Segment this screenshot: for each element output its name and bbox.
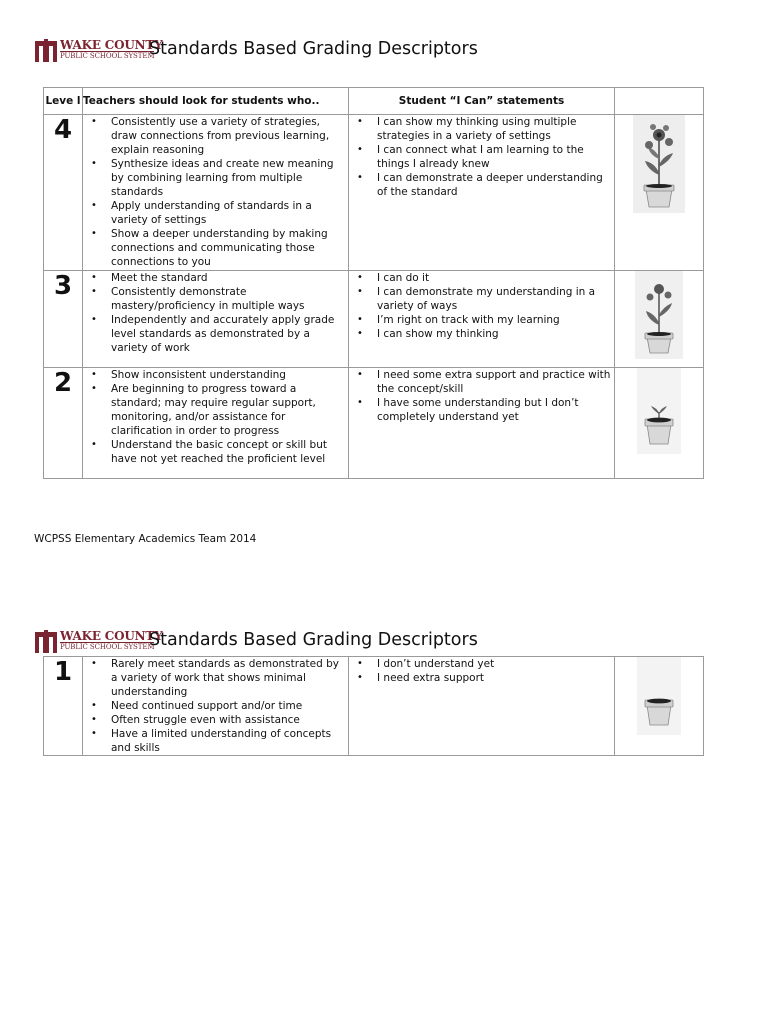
descriptor-table	[43, 656, 704, 756]
list-item: • I’m right on track with my learning	[377, 313, 614, 327]
column-header-teachers: Teachers should look for students who..	[83, 88, 349, 115]
list-item: • Synthesize ideas and create new meaning by combining learning from multiple standards	[111, 157, 348, 199]
list-item: • Need continued support and/or time	[111, 699, 348, 713]
wcpss-logo	[34, 629, 163, 655]
page-title: Standards Based Grading Descriptors	[149, 39, 478, 59]
teacher-descriptors	[83, 657, 349, 756]
list-item: • Are beginning to progress toward a standard; may require regular support, monitoring, and/or assistance for clarification in order to progress	[111, 382, 348, 438]
table-row-level-3	[44, 271, 704, 368]
column-header-students: Student “I Can” statements	[349, 88, 615, 115]
wcpss-logo	[34, 38, 163, 64]
table-row-level-4	[44, 115, 704, 271]
list-item: • I can do it	[377, 271, 614, 285]
student-statements	[349, 657, 615, 756]
level-number: 4	[44, 115, 83, 271]
level-image-cell	[615, 115, 704, 271]
page-title: Standards Based Grading Descriptors	[149, 630, 478, 650]
level-image-cell	[615, 368, 704, 479]
list-item: • Consistently use a variety of strategies, draw connections from previous learning, explain reasoning	[111, 115, 348, 157]
student-statements	[349, 115, 615, 271]
table-row-level-2	[44, 368, 704, 479]
level-number: 3	[44, 271, 83, 368]
list-item: • Rarely meet standards as demonstrated by a variety of work that shows minimal understanding	[111, 657, 348, 699]
list-item: • Show inconsistent understanding	[111, 368, 348, 382]
level-number: 2	[44, 368, 83, 479]
column-header-level: Leve l	[44, 88, 83, 115]
list-item: • Have a limited understanding of concepts and skills	[111, 727, 348, 755]
list-item: • I need some extra support and practice with the concept/skill	[377, 368, 614, 396]
list-item: • I need extra support	[377, 671, 614, 685]
list-item: • Meet the standard	[111, 271, 348, 285]
list-item: • Consistently demonstrate mastery/proficiency in multiple ways	[111, 285, 348, 313]
list-item: • I can connect what I am learning to the things I already knew	[377, 143, 614, 171]
list-item: • Show a deeper understanding by making connections and communicating those connections to you	[111, 227, 348, 269]
teacher-descriptors	[83, 271, 349, 368]
list-item: • I can demonstrate a deeper understanding of the standard	[377, 171, 614, 199]
sprout-pot-icon	[637, 368, 681, 454]
schoolhouse-logo-icon	[34, 38, 58, 62]
list-item: • Independently and accurately apply grade level standards as demonstrated by a variety of work	[111, 313, 348, 355]
footer-note: WCPSS Elementary Academics Team 2014	[34, 533, 257, 545]
growing-plant-icon	[635, 271, 683, 359]
logo-text-sub: PUBLIC SCHOOL SYSTEM	[60, 643, 155, 651]
schoolhouse-logo-icon	[34, 629, 58, 653]
teacher-descriptors	[83, 368, 349, 479]
list-item: • I can demonstrate my understanding in a variety of ways	[377, 285, 614, 313]
level-image-cell	[615, 271, 704, 368]
level-number: 1	[44, 657, 83, 756]
table-row-level-1	[44, 657, 704, 756]
teacher-descriptors	[83, 115, 349, 271]
table-header-row	[44, 88, 704, 115]
empty-pot-icon	[637, 657, 681, 735]
logo-text-main: WAKE COUNTY	[60, 629, 163, 643]
logo-text-main: WAKE COUNTY	[60, 38, 163, 52]
list-item: • Apply understanding of standards in a variety of settings	[111, 199, 348, 227]
student-statements	[349, 271, 615, 368]
list-item: • I don’t understand yet	[377, 657, 614, 671]
list-item: • Understand the basic concept or skill but have not yet reached the proficient level	[111, 438, 348, 466]
list-item: • I can show my thinking using multiple strategies in a variety of settings	[377, 115, 614, 143]
level-image-cell	[615, 657, 704, 756]
list-item: • Often struggle even with assistance	[111, 713, 348, 727]
column-header-image	[615, 88, 704, 115]
list-item: • I have some understanding but I don’t completely understand yet	[377, 396, 614, 424]
descriptor-table	[43, 87, 704, 479]
flowering-plant-icon	[633, 115, 685, 213]
student-statements	[349, 368, 615, 479]
logo-text-sub: PUBLIC SCHOOL SYSTEM	[60, 52, 155, 60]
list-item: • I can show my thinking	[377, 327, 614, 341]
